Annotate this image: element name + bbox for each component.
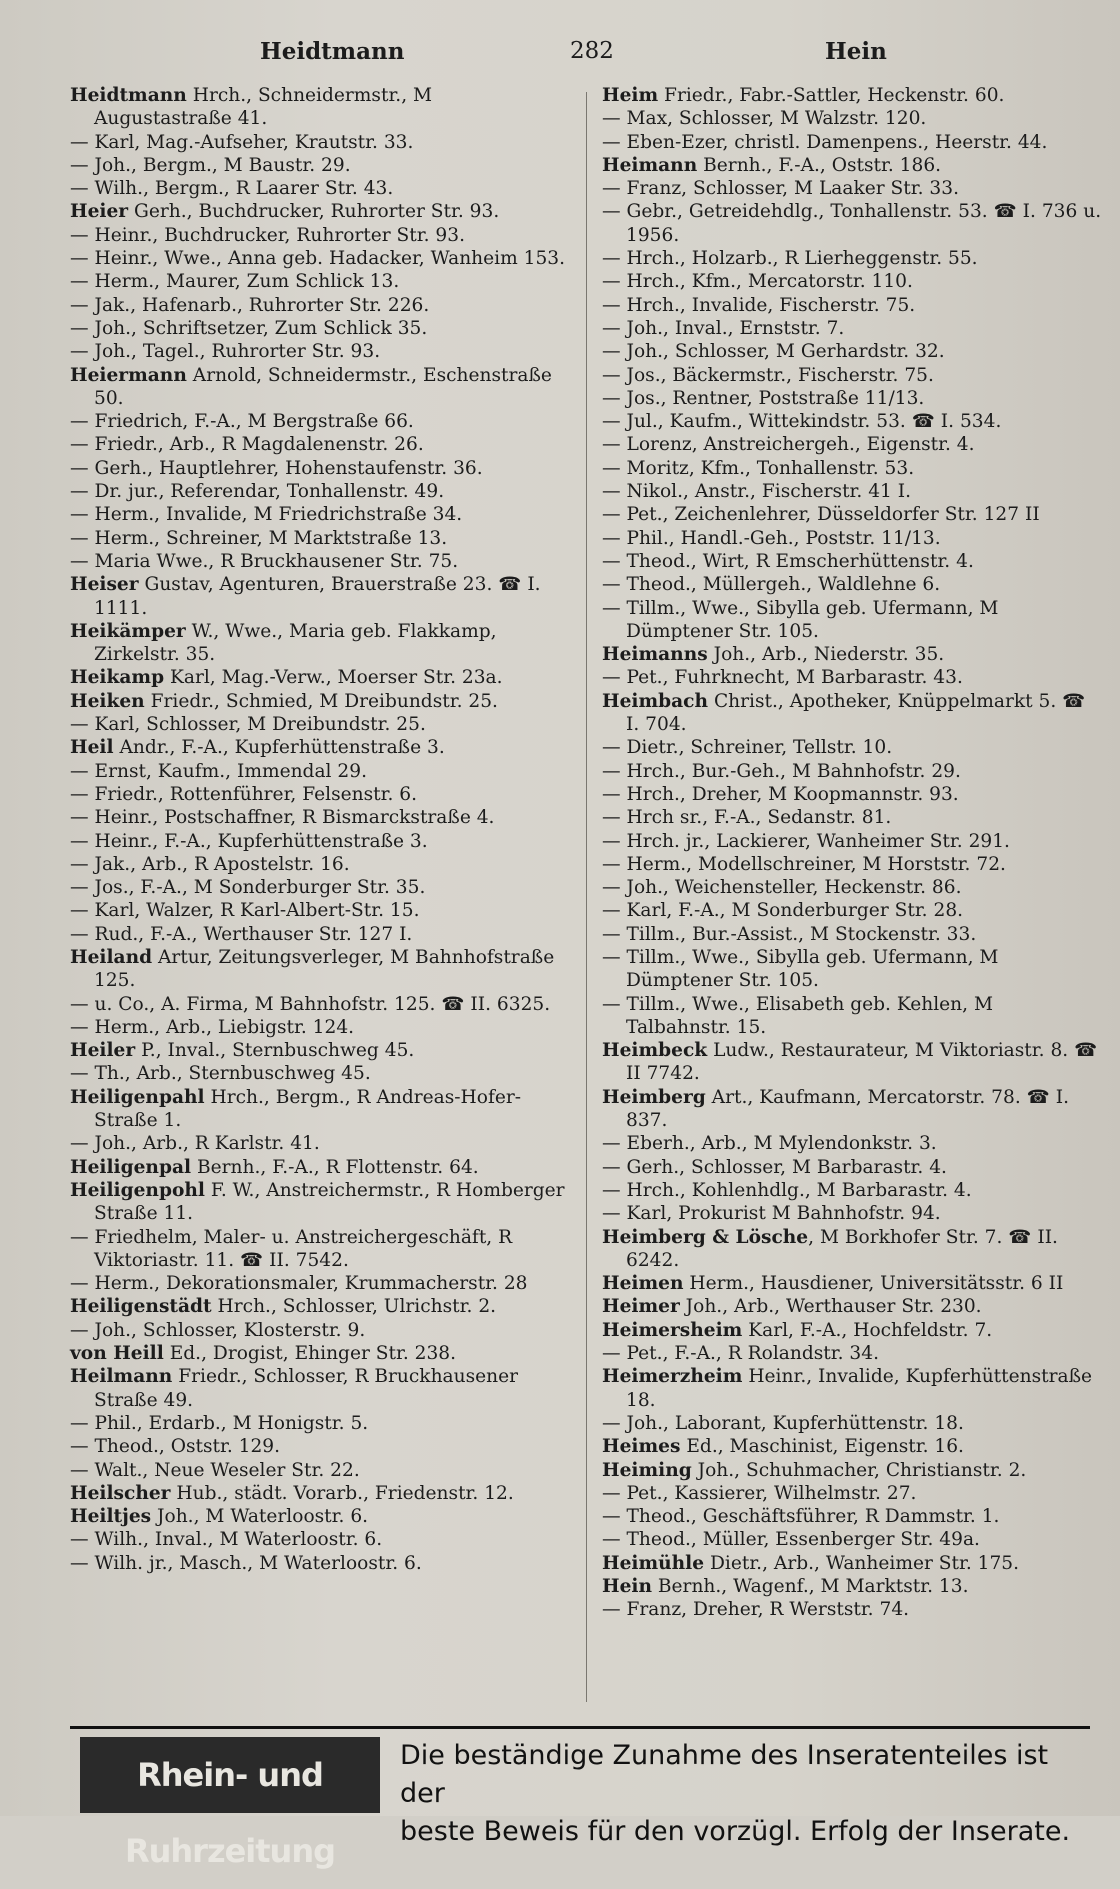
column-divider xyxy=(586,92,587,1702)
entry-details: — Joh., Schlosser, Klosterstr. 9. xyxy=(70,1319,366,1341)
entry-details: Bernh., F.-A., R Flottenstr. 64. xyxy=(191,1156,479,1178)
entry-details: — Ernst, Kaufm., Immendal 29. xyxy=(70,760,367,782)
directory-entry xyxy=(602,1435,1102,1458)
entry-details: W., Wwe., Maria geb. Flakkamp, Zirkelstr. 35. xyxy=(94,620,503,666)
entry-details: — Phil., Handl.-Geh., Poststr. 11/13. xyxy=(602,527,941,549)
directory-entry xyxy=(70,1482,570,1505)
entry-details: Dietr., Arb., Wanheimer Str. 175. xyxy=(704,1552,1020,1574)
entry-details: — Gerh., Schlosser, M Barbarastr. 4. xyxy=(602,1156,947,1178)
directory-entry xyxy=(70,1365,570,1412)
entry-surname: Heimer xyxy=(602,1296,680,1318)
entry-details: — Herm., Modellschreiner, M Horststr. 72. xyxy=(602,853,1006,875)
entry-details: Ed., Drogist, Ehinger Str. 238. xyxy=(163,1343,457,1365)
directory-entry xyxy=(70,993,570,1016)
directory-entry xyxy=(602,853,1102,876)
entry-details: — Friedr., Rottenführer, Felsenstr. 6. xyxy=(70,783,418,805)
entry-surname: Heiming xyxy=(602,1459,692,1481)
entry-surname: Heimberg & Lösche xyxy=(602,1226,809,1248)
directory-entry xyxy=(70,1319,570,1342)
entry-details: Bernh., F.-A., Oststr. 186. xyxy=(697,154,942,176)
entry-surname: Heimanns xyxy=(602,644,708,666)
directory-entry xyxy=(70,1412,570,1435)
entry-details: — Theod., Müller, Essenberger Str. 49a. xyxy=(602,1529,980,1551)
directory-entry xyxy=(602,1575,1102,1598)
directory-entry xyxy=(602,666,1102,689)
directory-entry xyxy=(602,527,1102,550)
directory-entry xyxy=(602,387,1102,410)
entry-details: — Franz, Schlosser, M Laaker Str. 33. xyxy=(602,178,959,200)
entry-details: — Eben-Ezer, christl. Damenpens., Heerstr. 44. xyxy=(602,131,1048,153)
entry-details: Hrch., Bergm., R Andreas-Hofer-Straße 1. xyxy=(94,1086,522,1132)
directory-entry xyxy=(602,1132,1102,1155)
entry-details: Friedr., Schlosser, R Bruckhausener Straße 49. xyxy=(94,1366,524,1411)
entry-details: — Heinr., Buchdrucker, Ruhrorter Str. 93. xyxy=(70,224,466,246)
directory-entry xyxy=(70,410,570,433)
entry-details: Karl, Mag.-Verw., Moerser Str. 23a. xyxy=(164,667,503,689)
entry-details: Hrch., Schneidermstr., M Augustastraße 41. xyxy=(94,85,438,130)
directory-entry xyxy=(602,457,1102,480)
directory-entry xyxy=(602,1412,1102,1435)
entry-details: — Franz, Dreher, R Werststr. 74. xyxy=(602,1599,910,1621)
directory-entry xyxy=(602,1226,1102,1273)
entry-details: Arnold, Schneidermstr., Eschenstraße 50. xyxy=(94,364,558,409)
directory-entry xyxy=(70,1016,570,1039)
directory-entry xyxy=(70,433,570,456)
directory-entry xyxy=(602,1272,1102,1295)
entry-surname: Heimbach xyxy=(602,690,709,712)
entry-surname: Heimen xyxy=(602,1273,684,1295)
directory-entry xyxy=(602,806,1102,829)
directory-entry xyxy=(70,1179,570,1226)
directory-entry xyxy=(70,923,570,946)
entry-details: Herm., Hausdiener, Universitätsstr. 6 II xyxy=(683,1273,1064,1295)
directory-entry xyxy=(70,1062,570,1085)
entry-surname: Heimes xyxy=(602,1436,681,1458)
entry-details: Christ., Apotheker, Knüppelmarkt 5. ☎ I. 704. xyxy=(626,690,1092,736)
entry-surname: Heilmann xyxy=(70,1366,173,1388)
directory-entry xyxy=(70,1272,570,1295)
page-header xyxy=(70,38,1090,74)
entry-details: — Karl, Walzer, R Karl-Albert-Str. 15. xyxy=(70,900,420,922)
entry-surname: Heiltjes xyxy=(70,1506,152,1528)
directory-entry xyxy=(602,107,1102,130)
entry-details: — Phil., Erdarb., M Honigstr. 5. xyxy=(70,1412,369,1434)
entry-surname: Hein xyxy=(602,1576,652,1597)
left-column xyxy=(70,84,570,1704)
directory-entry xyxy=(602,1179,1102,1202)
directory-entry xyxy=(602,597,1102,644)
directory-entry xyxy=(602,294,1102,317)
directory-entry xyxy=(70,1226,570,1273)
directory-entry xyxy=(602,154,1102,177)
header-left-keyword: Heidtmann xyxy=(260,38,405,65)
directory-entry xyxy=(70,457,570,480)
directory-entry xyxy=(602,247,1102,270)
entry-details: — Maria Wwe., R Bruckhausener Str. 75. xyxy=(70,550,459,572)
entry-details: Joh., M Waterloostr. 6. xyxy=(151,1506,369,1528)
directory-entry xyxy=(70,550,570,573)
directory-entry xyxy=(602,1528,1102,1551)
entry-surname: Heimann xyxy=(602,154,698,176)
entry-surname: Heidtmann xyxy=(70,85,187,106)
entry-surname: Heiligenpal xyxy=(70,1156,192,1178)
entry-surname: Heimersheim xyxy=(602,1319,743,1341)
entry-details: Joh., Schuhmacher, Christianstr. 2. xyxy=(691,1459,1027,1481)
directory-entry xyxy=(602,317,1102,340)
directory-entry xyxy=(70,364,570,411)
entry-details: — Heinr., Postschaffner, R Bismarckstraße 4. xyxy=(70,807,495,829)
entry-details: — Dietr., Schreiner, Tellstr. 10. xyxy=(602,737,893,759)
entry-surname: Heimerzheim xyxy=(602,1366,743,1388)
directory-entry xyxy=(602,550,1102,573)
directory-entry xyxy=(70,806,570,829)
directory-entry xyxy=(602,340,1102,363)
entry-details: — Lorenz, Anstreichergeh., Eigenstr. 4. xyxy=(602,434,975,456)
directory-entry xyxy=(70,503,570,526)
directory-entry xyxy=(602,480,1102,503)
entry-surname: von Heill xyxy=(70,1343,164,1365)
directory-entry xyxy=(70,294,570,317)
directory-entry xyxy=(70,666,570,689)
entry-surname: Heikamp xyxy=(70,667,165,689)
entry-details: — Gebr., Getreidehdlg., Tonhallenstr. 53. ☎ I. 736 u. 1956. xyxy=(602,201,1108,246)
directory-entry xyxy=(602,1598,1102,1621)
entry-details: — Th., Arb., Sternbuschweg 45. xyxy=(70,1063,371,1085)
entry-details: — Karl, Mag.-Aufseher, Krautstr. 33. xyxy=(70,131,414,153)
entry-surname: Heiland xyxy=(70,946,153,968)
directory-entry xyxy=(602,1505,1102,1528)
directory-entry xyxy=(70,1459,570,1482)
directory-entry xyxy=(602,690,1102,737)
entry-details: — Hrch. jr., Lackierer, Wanheimer Str. 291. xyxy=(602,830,1010,852)
directory-entry xyxy=(70,480,570,503)
directory-entry xyxy=(70,224,570,247)
directory-entry xyxy=(602,364,1102,387)
entry-details: Andr., F.-A., Kupferhüttenstraße 3. xyxy=(113,737,445,759)
entry-details: — Joh., Tagel., Ruhrorter Str. 93. xyxy=(70,341,381,363)
entry-surname: Heiser xyxy=(70,574,139,596)
directory-entry xyxy=(70,1505,570,1528)
entry-details: — Tillm., Wwe., Elisabeth geb. Kehlen, M Talbahnstr. 15. xyxy=(602,993,999,1038)
entry-surname: Heimberg xyxy=(602,1086,706,1108)
entry-surname: Heimühle xyxy=(602,1552,705,1574)
entry-details: Friedr., Schmied, M Dreibundstr. 25. xyxy=(144,690,498,712)
directory-entry xyxy=(602,899,1102,922)
entry-details: — Heinr., F.-A., Kupferhüttenstraße 3. xyxy=(70,830,428,852)
entry-details: — Hrch., Kohlenhdlg., M Barbarastr. 4. xyxy=(602,1179,972,1201)
ad-text xyxy=(400,1737,1090,1851)
entry-surname: Heiken xyxy=(70,690,145,712)
directory-entry xyxy=(602,760,1102,783)
directory-entry xyxy=(70,340,570,363)
directory-entry xyxy=(602,783,1102,806)
directory-entry xyxy=(70,713,570,736)
entry-details: P., Inval., Sternbuschweg 45. xyxy=(135,1040,415,1062)
entry-details: F. W., Anstreichermstr., R Homberger Straße 11. xyxy=(94,1179,571,1225)
entry-details: — Eberh., Arb., M Mylendonkstr. 3. xyxy=(602,1133,937,1155)
entry-details: — Heinr., Wwe., Anna geb. Hadacker, Wanheim 153. xyxy=(70,248,566,270)
directory-entry xyxy=(70,247,570,270)
entry-details: — Joh., Bergm., M Baustr. 29. xyxy=(70,154,351,176)
entry-details: — Nikol., Anstr., Fischerstr. 41 I. xyxy=(602,481,912,503)
entry-details: — Gerh., Hauptlehrer, Hohenstaufenstr. 36. xyxy=(70,457,483,479)
directory-entry xyxy=(602,643,1102,666)
entry-details: — Theod., Oststr. 129. xyxy=(70,1436,281,1458)
directory-entry xyxy=(602,1342,1102,1365)
header-right-keyword: Hein xyxy=(825,38,887,65)
entry-details: — Moritz, Kfm., Tonhallenstr. 53. xyxy=(602,457,915,479)
entry-surname: Heilscher xyxy=(70,1482,171,1504)
entry-surname: Heim xyxy=(602,85,659,106)
directory-entry xyxy=(602,1459,1102,1482)
entry-details: — Hrch sr., F.-A., Sedanstr. 81. xyxy=(602,807,892,829)
entry-details: Ed., Maschinist, Eigenstr. 16. xyxy=(680,1436,964,1458)
directory-entry xyxy=(602,923,1102,946)
entry-details: Heinr., Invalide, Kupferhüttenstraße 18. xyxy=(626,1366,1098,1411)
entry-details: — Theod., Müllergeh., Waldlehne 6. xyxy=(602,574,941,596)
entry-details: Karl, F.-A., Hochfeldstr. 7. xyxy=(742,1319,993,1341)
directory-entry xyxy=(70,270,570,293)
directory-entry xyxy=(70,177,570,200)
directory-entry xyxy=(70,131,570,154)
directory-entry xyxy=(70,620,570,667)
directory-entry xyxy=(70,876,570,899)
entry-details: — Hrch., Kfm., Mercatorstr. 110. xyxy=(602,271,913,293)
entry-surname: Heiermann xyxy=(70,364,187,386)
entry-details: — Friedhelm, Maler- u. Anstreichergeschäft, R Viktoriastr. 11. ☎ II. 7542. xyxy=(70,1226,519,1271)
entry-details: — Rud., F.-A., Werthauser Str. 127 I. xyxy=(70,923,413,945)
directory-entry xyxy=(602,1295,1102,1318)
directory-entry xyxy=(602,1039,1102,1086)
entry-details: — Joh., Arb., R Karlstr. 41. xyxy=(70,1133,320,1155)
entry-details: — Pet., Kassierer, Wilhelmstr. 27. xyxy=(602,1482,917,1504)
entry-details: Ludw., Restaurateur, M Viktoriastr. 8. ☎ II 7742. xyxy=(626,1040,1104,1085)
entry-details: Bernh., Wagenf., M Marktstr. 13. xyxy=(651,1576,969,1597)
advertisement-banner xyxy=(70,1726,1090,1870)
directory-entry xyxy=(70,573,570,620)
entry-details: — Hrch., Bur.-Geh., M Bahnhofstr. 29. xyxy=(602,760,961,782)
entry-details: — Friedrich, F.-A., M Bergstraße 66. xyxy=(70,411,414,433)
entry-surname: Heier xyxy=(70,201,129,223)
entry-details: — Joh., Weichensteller, Heckenstr. 86. xyxy=(602,877,962,899)
entry-surname: Heiligenpohl xyxy=(70,1179,205,1201)
directory-entry xyxy=(70,200,570,223)
entry-details: Hrch., Schlosser, Ulrichstr. 2. xyxy=(211,1296,497,1318)
directory-entry xyxy=(70,690,570,713)
entry-details: — Herm., Dekorationsmaler, Krummacherstr. 28 xyxy=(70,1273,528,1295)
entry-surname: Heil xyxy=(70,737,114,759)
entry-surname: Heiligenstädt xyxy=(70,1296,212,1318)
entry-details: Friedr., Fabr.-Sattler, Heckenstr. 60. xyxy=(658,85,1005,106)
entry-details: — Wilh., Bergm., R Laarer Str. 43. xyxy=(70,178,394,200)
directory-entry xyxy=(602,410,1102,433)
entry-details: — Wilh. jr., Masch., M Waterloostr. 6. xyxy=(70,1552,422,1574)
directory-entry xyxy=(70,853,570,876)
directory-entry xyxy=(602,1202,1102,1225)
entry-details: — u. Co., A. Firma, M Bahnhofstr. 125. ☎ II. 6325. xyxy=(70,993,551,1015)
entry-details: — Walt., Neue Weseler Str. 22. xyxy=(70,1459,360,1481)
entry-details: — Herm., Arb., Liebigstr. 124. xyxy=(70,1016,355,1038)
directory-entry xyxy=(70,527,570,550)
entry-surname: Heimbeck xyxy=(602,1040,708,1062)
entry-details: — Max, Schlosser, M Walzstr. 120. xyxy=(602,108,927,130)
directory-entry xyxy=(70,1435,570,1458)
directory-entry xyxy=(602,503,1102,526)
entry-details: — Jul., Kaufm., Wittekindstr. 53. ☎ I. 534. xyxy=(602,411,1002,433)
entry-details: , M Borkhofer Str. 7. ☎ II. 6242. xyxy=(626,1226,1064,1271)
directory-entry xyxy=(602,1319,1102,1342)
entry-details: Artur, Zeitungsverleger, M Bahnhofstraße 125. xyxy=(94,946,561,992)
directory-entry xyxy=(602,876,1102,899)
directory-entry xyxy=(602,573,1102,596)
entry-details: — Jak., Arb., R Apostelstr. 16. xyxy=(70,853,350,875)
directory-entry xyxy=(602,736,1102,759)
entry-details: Hub., städt. Vorarb., Friedenstr. 12. xyxy=(170,1482,514,1504)
directory-entry xyxy=(70,1039,570,1062)
entry-details: — Joh., Inval., Ernststr. 7. xyxy=(602,317,845,339)
entry-details: — Karl, Prokurist M Bahnhofstr. 94. xyxy=(602,1203,941,1225)
page-number: 282 xyxy=(570,38,614,64)
directory-entry xyxy=(70,1528,570,1551)
entry-surname: Heiler xyxy=(70,1040,136,1062)
entry-details: Joh., Arb., Werthauser Str. 230. xyxy=(679,1296,982,1318)
directory-entry xyxy=(602,1086,1102,1133)
directory-entry xyxy=(70,1295,570,1318)
entry-details: — Theod., Wirt, R Emscherhüttenstr. 4. xyxy=(602,550,974,572)
directory-entry xyxy=(602,131,1102,154)
entry-details: — Jak., Hafenarb., Ruhrorter Str. 226. xyxy=(70,294,430,316)
directory-entry xyxy=(602,177,1102,200)
entry-details: — Theod., Geschäftsführer, R Dammstr. 1. xyxy=(602,1506,1000,1528)
directory-entry xyxy=(70,84,570,131)
newspaper-logo: Rhein- und Ruhrzeitung xyxy=(80,1737,380,1813)
right-column xyxy=(602,84,1108,1704)
directory-entry xyxy=(602,946,1102,993)
entry-details: — Jos., F.-A., M Sonderburger Str. 35. xyxy=(70,877,426,899)
entry-details: Joh., Arb., Niederstr. 35. xyxy=(707,644,945,666)
entry-surname: Heiligenpahl xyxy=(70,1086,205,1108)
entry-details: — Hrch., Invalide, Fischerstr. 75. xyxy=(602,294,916,316)
directory-entry xyxy=(602,200,1108,247)
directory-entry xyxy=(70,736,570,759)
entry-details: — Karl, Schlosser, M Dreibundstr. 25. xyxy=(70,714,426,736)
ad-line-2: beste Beweis für den vorzügl. Erfolg der Inserate. xyxy=(400,1816,1071,1847)
directory-entry xyxy=(70,1086,570,1133)
directory-entry xyxy=(70,1132,570,1155)
entry-details: — Tillm., Bur.-Assist., M Stockenstr. 33. xyxy=(602,923,977,945)
directory-entry xyxy=(602,1156,1102,1179)
entry-details: — Tillm., Wwe., Sibylla geb. Ufermann, M Dümptener Str. 105. xyxy=(602,946,1005,992)
entry-details: — Pet., Fuhrknecht, M Barbarastr. 43. xyxy=(602,667,963,689)
directory-entry xyxy=(602,830,1102,853)
entry-details: — Pet., F.-A., R Rolandstr. 34. xyxy=(602,1343,880,1365)
entry-details: — Tillm., Wwe., Sibylla geb. Ufermann, M Dümptener Str. 105. xyxy=(602,597,1005,642)
entry-details: — Herm., Schreiner, M Marktstraße 13. xyxy=(70,527,448,549)
directory-entry xyxy=(602,1552,1102,1575)
ad-line-1: Die beständige Zunahme des Inseratenteiles ist der xyxy=(400,1740,1049,1809)
directory-entry xyxy=(70,1552,570,1575)
entry-details: — Pet., Zeichenlehrer, Düsseldorfer Str. 127 II xyxy=(602,504,1040,526)
directory-entry xyxy=(602,1482,1102,1505)
entry-details: — Joh., Schlosser, M Gerhardstr. 32. xyxy=(602,341,945,363)
entry-details: — Jos., Rentner, Poststraße 11/13. xyxy=(602,387,925,409)
entry-details: — Joh., Laborant, Kupferhüttenstr. 18. xyxy=(602,1412,964,1434)
directory-entry xyxy=(602,1365,1102,1412)
entry-surname: Heikämper xyxy=(70,620,186,642)
directory-entry xyxy=(70,830,570,853)
entry-details: — Hrch., Holzarb., R Lierheggenstr. 55. xyxy=(602,248,978,270)
directory-entry xyxy=(70,1156,570,1179)
directory-entry xyxy=(602,993,1102,1040)
directory-entry xyxy=(70,899,570,922)
directory-entry xyxy=(602,270,1102,293)
entry-details: — Friedr., Arb., R Magdalenenstr. 26. xyxy=(70,434,424,456)
entry-details: Gustav, Agenturen, Brauerstraße 23. ☎ I. 1111. xyxy=(94,574,547,619)
entry-details: Art., Kaufmann, Mercatorstr. 78. ☎ I. 837. xyxy=(626,1086,1075,1132)
entry-details: — Joh., Schriftsetzer, Zum Schlick 35. xyxy=(70,317,428,339)
entry-details: — Karl, F.-A., M Sonderburger Str. 28. xyxy=(602,900,964,922)
entry-details: — Herm., Maurer, Zum Schlick 13. xyxy=(70,271,400,293)
entry-details: — Hrch., Dreher, M Koopmannstr. 93. xyxy=(602,783,959,805)
directory-entry xyxy=(70,154,570,177)
directory-entry xyxy=(70,783,570,806)
entry-details: — Wilh., Inval., M Waterloostr. 6. xyxy=(70,1529,383,1551)
directory-entry xyxy=(70,760,570,783)
entry-details: — Herm., Invalide, M Friedrichstraße 34. xyxy=(70,504,463,526)
entry-details: — Dr. jur., Referendar, Tonhallenstr. 49. xyxy=(70,481,445,503)
directory-entry xyxy=(602,84,1102,107)
entry-details: Gerh., Buchdrucker, Ruhrorter Str. 93. xyxy=(128,201,500,223)
directory-entry xyxy=(70,317,570,340)
entry-details: — Jos., Bäckermstr., Fischerstr. 75. xyxy=(602,364,934,386)
directory-entry xyxy=(70,946,570,993)
directory-entry xyxy=(70,1342,570,1365)
directory-entry xyxy=(602,433,1102,456)
